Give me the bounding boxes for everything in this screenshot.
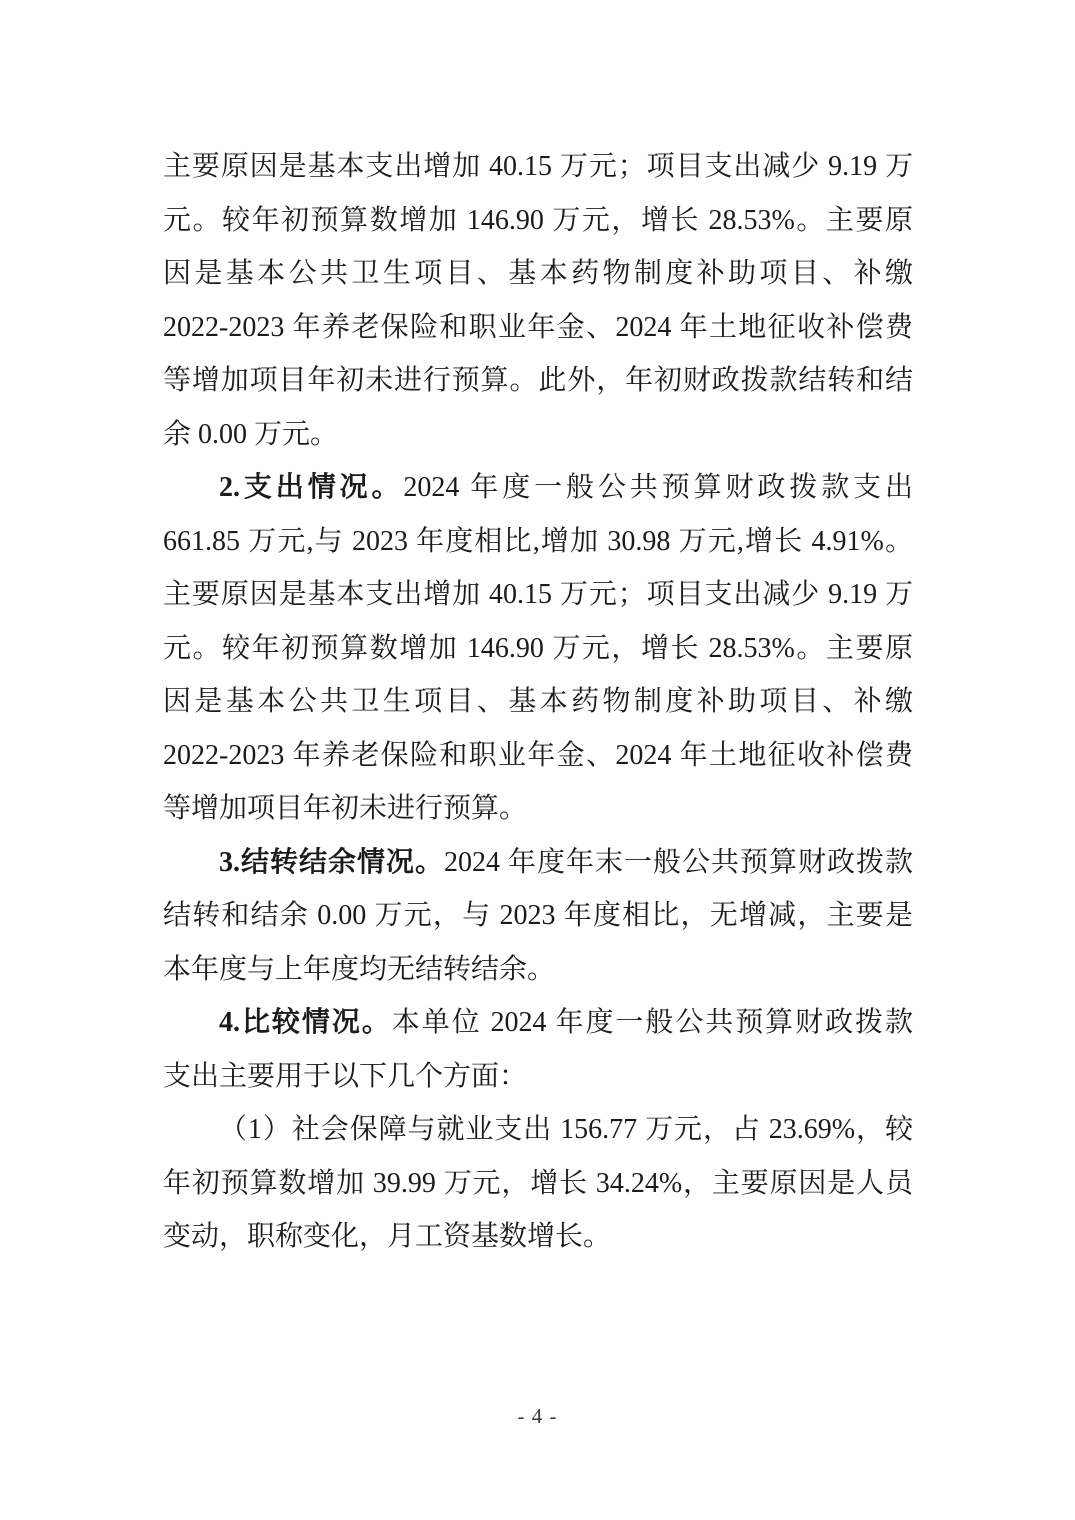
text-line xyxy=(163,996,913,1050)
text-run: （1）社会保障与就业支出 156.77 万元，占 23.69%，较 xyxy=(219,1114,913,1145)
paragraph xyxy=(163,996,913,1103)
paragraph xyxy=(163,461,913,836)
text-run: 2024 年度年末一般公共预算财政拨款 xyxy=(444,846,913,878)
text-line xyxy=(163,568,913,622)
text-line xyxy=(163,1103,913,1157)
section-heading: 4.比较情况。 xyxy=(219,1007,392,1038)
text-line xyxy=(163,247,913,301)
text-run: 结转和结余 0.00 万元，与 2023 年度相比，无增减，主要是 xyxy=(163,900,913,931)
text-run: 余 0.00 万元。 xyxy=(163,418,339,450)
paragraph xyxy=(163,836,913,997)
text-line xyxy=(163,836,913,890)
text-run: 本年度与上年度均无结转结余。 xyxy=(163,953,556,985)
text-line xyxy=(163,140,913,194)
text-run: 主要原因是基本支出增加 40.15 万元；项目支出减少 9.19 万 xyxy=(163,579,913,610)
text-line xyxy=(163,354,913,408)
text-line xyxy=(163,943,913,997)
text-line xyxy=(163,461,913,515)
text-line xyxy=(163,408,913,462)
text-run: 元。较年初预算数增加 146.90 万元，增长 28.53%。主要原 xyxy=(163,632,913,664)
text-line xyxy=(163,622,913,676)
text-line xyxy=(163,889,913,943)
text-run: 2022-2023 年养老保险和职业年金、2024 年土地征收补偿费 xyxy=(163,311,913,343)
text-run: 等增加项目年初未进行预算。此外，年初财政拨款结转和结 xyxy=(163,365,913,396)
paragraph xyxy=(163,140,913,461)
text-run: 因是基本公共卫生项目、基本药物制度补助项目、补缴 xyxy=(163,686,913,717)
paragraph xyxy=(163,1103,913,1264)
text-line xyxy=(163,194,913,248)
text-run: 支出主要用于以下几个方面： xyxy=(163,1060,528,1092)
text-run: 变动，职称变化，月工资基数增长。 xyxy=(163,1221,612,1252)
text-line xyxy=(163,729,913,783)
text-run: 年初预算数增加 39.99 万元，增长 34.24%，主要原因是人员 xyxy=(163,1167,913,1199)
text-run: 主要原因是基本支出增加 40.15 万元；项目支出减少 9.19 万 xyxy=(163,151,913,182)
text-run: 2022-2023 年养老保险和职业年金、2024 年土地征收补偿费 xyxy=(163,739,913,771)
text-line xyxy=(163,1050,913,1104)
text-line xyxy=(163,301,913,355)
text-run: 元。较年初预算数增加 146.90 万元，增长 28.53%。主要原 xyxy=(163,204,913,236)
section-heading: 3.结转结余情况。 xyxy=(219,846,444,878)
text-run: 本单位 2024 年度一般公共预算财政拨款 xyxy=(391,1007,913,1038)
document-body xyxy=(163,140,913,1264)
text-run: 2024 年度一般公共预算财政拨款支出 xyxy=(403,472,913,503)
page-number: - 4 - xyxy=(517,1404,558,1428)
text-line xyxy=(163,515,913,569)
text-run: 因是基本公共卫生项目、基本药物制度补助项目、补缴 xyxy=(163,258,913,289)
text-line xyxy=(163,782,913,836)
text-line xyxy=(163,1210,913,1264)
text-line xyxy=(163,675,913,729)
section-heading: 2.支出情况。 xyxy=(219,472,404,503)
text-line xyxy=(163,1157,913,1211)
text-run: 等增加项目年初未进行预算。 xyxy=(163,793,528,824)
text-run: 661.85 万元,与 2023 年度相比,增加 30.98 万元,增长 4.91%。 xyxy=(163,525,913,557)
